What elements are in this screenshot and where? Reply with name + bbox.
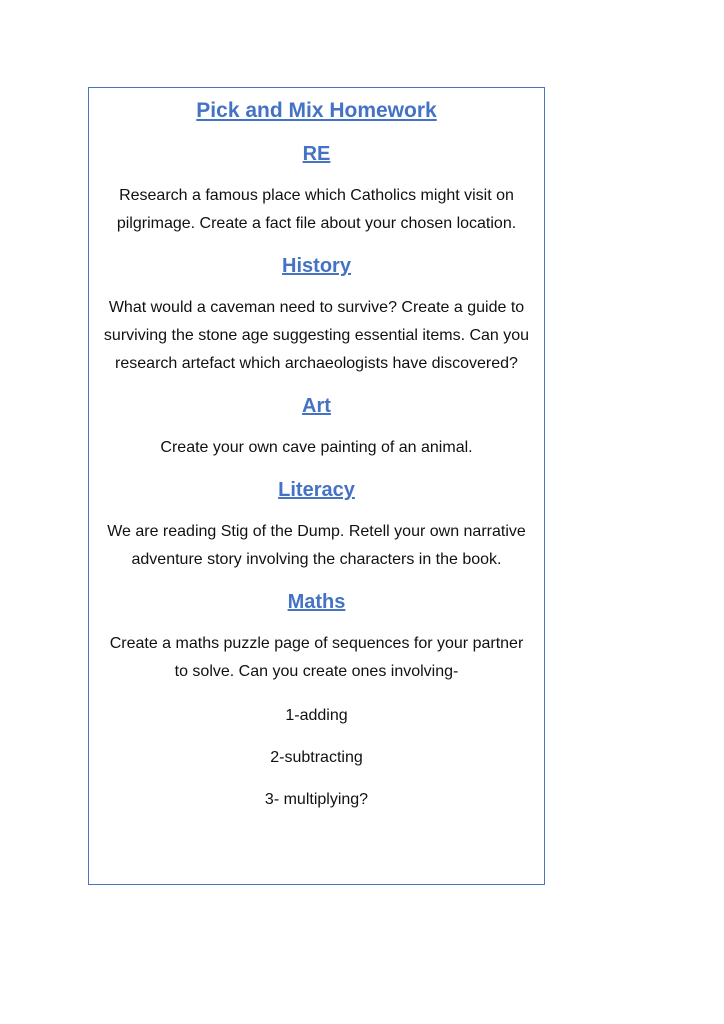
section-text-maths: Create a maths puzzle page of sequences for your partner to solve. Can you create ones involving- (109, 635, 524, 680)
section-text-literacy: We are reading Stig of the Dump. Retell your own narrative adventure story involving the characters in the book. (107, 523, 526, 568)
section-heading-history: History (282, 255, 351, 277)
section-text-history: What would a caveman need to survive? Create a guide to surviving the stone age suggesting essential items. Can you research artefact which archaeologists have discovered? (103, 299, 530, 372)
page-title: Pick and Mix Homework (196, 99, 437, 122)
maths-list-item-1: 1-adding (285, 707, 348, 724)
maths-list-item-2: 2-subtracting (270, 749, 363, 766)
section-text-art: Create your own cave painting of an animal. (160, 439, 473, 456)
homework-content (99, 96, 534, 814)
section-text-re: Research a famous place which Catholics might visit on pilgrimage. Create a fact file about your chosen location. (116, 187, 517, 232)
homework-box (88, 87, 545, 885)
section-heading-re: RE (302, 143, 331, 165)
maths-list-item-3: 3- multiplying? (264, 791, 369, 808)
section-heading-art: Art (302, 395, 331, 417)
section-heading-maths: Maths (287, 591, 346, 613)
section-heading-literacy: Literacy (278, 479, 355, 501)
